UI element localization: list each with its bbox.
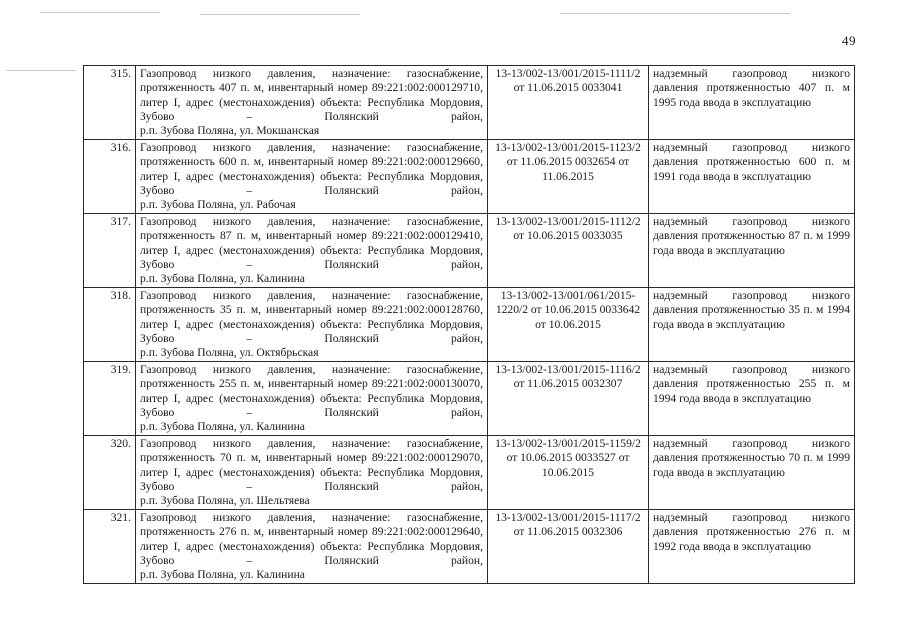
- registration-record: 13-13/002-13/001/061/2015-1220/2 от 10.06.2015 0033642 от 10.06.2015: [488, 288, 649, 362]
- description-text: Газопровод низкого давления, назначение: газоснабжение, протяженность 35 п. м, инвентарный номер 89:221:002:000128760, литер I, адрес (местонахождения) объекта: Республика Мордовия, Зубово – Полянский район,: [140, 289, 483, 345]
- description-text: Газопровод низкого давления, назначение: газоснабжение, протяженность 407 п. м, инвентарный номер 89:221:002:000129710, литер I, адрес (местонахождения) объекта: Республика Мордовия, Зубово – Полянский район,: [140, 67, 483, 123]
- address-street: р.п. Зубова Поляна, ул. Калинина: [140, 568, 305, 582]
- scan-artifact: [560, 13, 790, 14]
- row-number: 318.: [84, 288, 136, 362]
- registration-record: 13-13/002-13/001/2015-1159/2 от 10.06.2015 0033527 от 10.06.2015: [488, 436, 649, 510]
- object-description: [136, 140, 488, 214]
- table-row: [84, 288, 855, 362]
- scan-artifact: [6, 70, 76, 71]
- object-description: [136, 288, 488, 362]
- scan-artifact: [200, 14, 360, 15]
- description-text: Газопровод низкого давления, назначение: газоснабжение, протяженность 600 п. м, инвентарный номер 89:221:002:000129660, литер I, адрес (местонахождения) объекта: Республика Мордовия, Зубово – Полянский район,: [140, 141, 483, 197]
- object-description: [136, 362, 488, 436]
- address-street: р.п. Зубова Поляна, ул. Мокшанская: [140, 124, 320, 138]
- table-row: [84, 510, 855, 584]
- registry-table: [83, 65, 855, 584]
- description-text: Газопровод низкого давления, назначение: газоснабжение, протяженность 87 п. м, инвентарный номер 89:221:002:000129410, литер I, адрес (местонахождения) объекта: Республика Мордовия, Зубово – Полянский район,: [140, 215, 483, 271]
- row-number: 315.: [84, 66, 136, 140]
- address-street: р.п. Зубова Поляна, ул. Шельтяева: [140, 494, 310, 508]
- object-characteristics: надземный газопровод низкого давления протяженностью 407 п. м 1995 года ввода в эксплуатацию: [649, 66, 855, 140]
- registration-record: 13-13/002-13/001/2015-1123/2 от 11.06.2015 0032654 от 11.06.2015: [488, 140, 649, 214]
- row-number: 320.: [84, 436, 136, 510]
- description-text: Газопровод низкого давления, назначение: газоснабжение, протяженность 255 п. м, инвентарный номер 89:221:002:000130070, литер I, адрес (местонахождения) объекта: Республика Мордовия, Зубово – Полянский район,: [140, 363, 483, 419]
- row-number: 321.: [84, 510, 136, 584]
- object-description: [136, 510, 488, 584]
- object-characteristics: надземный газопровод низкого давления протяженностью 600 п. м 1991 года ввода в эксплуатацию: [649, 140, 855, 214]
- object-characteristics: надземный газопровод низкого давления протяженностью 35 п. м 1994 года ввода в эксплуатацию: [649, 288, 855, 362]
- table-row: [84, 140, 855, 214]
- object-characteristics: надземный газопровод низкого давления протяженностью 87 п. м 1999 года ввода в эксплуатацию: [649, 214, 855, 288]
- object-characteristics: надземный газопровод низкого давления протяженностью 276 п. м 1992 года ввода в эксплуатацию: [649, 510, 855, 584]
- row-number: 317.: [84, 214, 136, 288]
- object-description: [136, 214, 488, 288]
- registration-record: 13-13/002-13/001/2015-1111/2 от 11.06.2015 0033041: [488, 66, 649, 140]
- table-row: [84, 362, 855, 436]
- registration-record: 13-13/002-13/001/2015-1116/2 от 11.06.2015 0032307: [488, 362, 649, 436]
- table-row: [84, 214, 855, 288]
- page-number: 49: [842, 33, 856, 48]
- table-row: [84, 66, 855, 140]
- object-characteristics: надземный газопровод низкого давления протяженностью 70 п. м 1999 года ввода в эксплуатацию: [649, 436, 855, 510]
- address-street: р.п. Зубова Поляна, ул. Калинина: [140, 420, 305, 434]
- object-description: [136, 66, 488, 140]
- registration-record: 13-13/002-13/001/2015-1117/2 от 11.06.2015 0032306: [488, 510, 649, 584]
- address-street: р.п. Зубова Поляна, ул. Рабочая: [140, 198, 296, 212]
- address-street: р.п. Зубова Поляна, ул. Калинина: [140, 272, 305, 286]
- table-row: [84, 436, 855, 510]
- description-text: Газопровод низкого давления, назначение: газоснабжение, протяженность 70 п. м, инвентарный номер 89:221:002:000129070, литер I, адрес (местонахождения) объекта: Республика Мордовия, Зубово – Полянский район,: [140, 437, 483, 493]
- object-characteristics: надземный газопровод низкого давления протяженностью 255 п. м 1994 года ввода в эксплуатацию: [649, 362, 855, 436]
- row-number: 316.: [84, 140, 136, 214]
- address-street: р.п. Зубова Поляна, ул. Октябрьская: [140, 346, 319, 360]
- row-number: 319.: [84, 362, 136, 436]
- object-description: [136, 436, 488, 510]
- registration-record: 13-13/002-13/001/2015-1112/2 от 10.06.2015 0033035: [488, 214, 649, 288]
- scan-artifact: [40, 12, 160, 13]
- description-text: Газопровод низкого давления, назначение: газоснабжение, протяженность 276 п. м, инвентарный номер 89:221:002:000129640, литер I, адрес (местонахождения) объекта: Республика Мордовия, Зубово – Полянский район,: [140, 511, 483, 567]
